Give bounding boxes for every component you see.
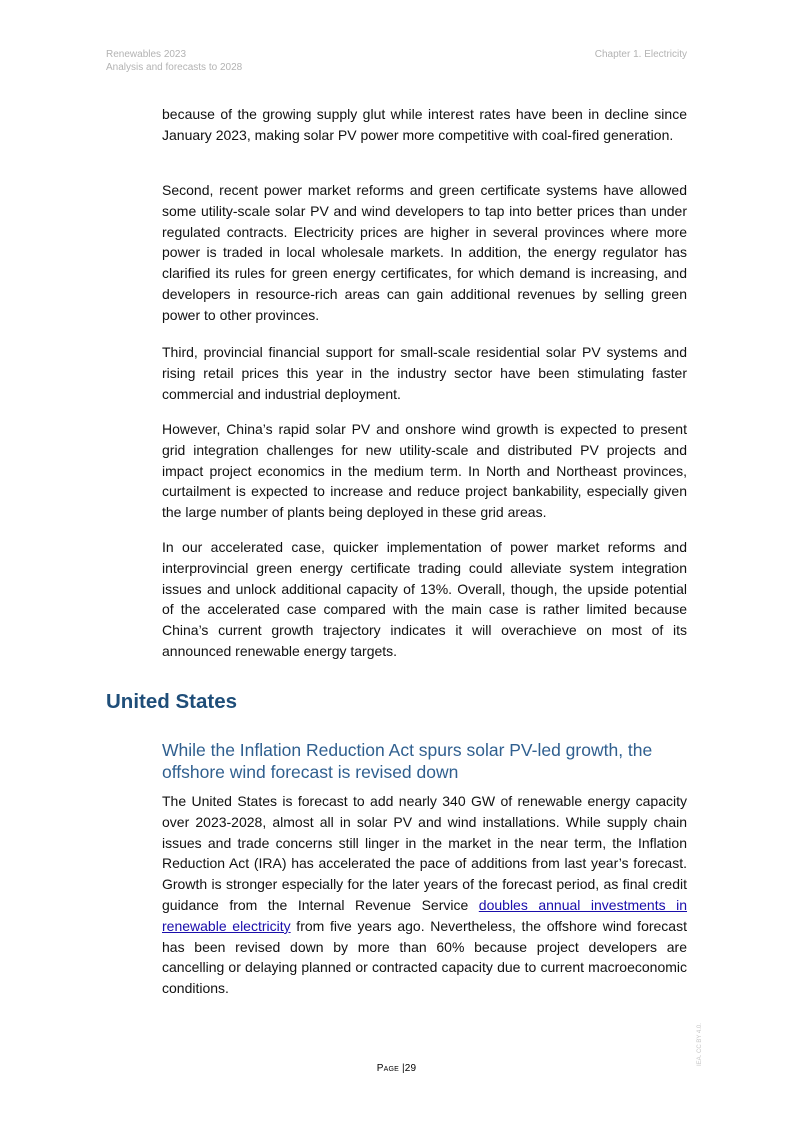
- section-title: United States: [106, 690, 237, 713]
- page-separator: |: [401, 1063, 405, 1074]
- paragraph-text-before-link: The United States is forecast to add nearly 340 GW of renewable energy capacity over 2023-2028, almost all in solar PV and wind installations. While supply chain issues and trade concerns still linger in the market in the near term, the Inflation Reduction Act (IRA) has accelerated the pace of additions from last year’s forecast. Growth is stronger especially for the later years of the forecast period, as final credit guidance from the Internal Revenue Service: [162, 793, 687, 913]
- paragraph: In our accelerated case, quicker implementation of power market reforms and interprovincial green energy certificate trading could alleviate system integration issues and unlock additional capacity of 13%. Overall, though, the upside potential of the accelerated case compared with the main case is rather limited because China’s current growth trajectory indicates it will overachieve on most of its announced renewable energy targets.: [162, 539, 687, 659]
- paragraph: Third, provincial financial support for small-scale residential solar PV systems and rising retail prices this year in the industry sector have been stimulating faster commercial and industrial deployment.: [162, 344, 687, 402]
- paragraph-text-after-link: from five years ago. Nevertheless, the offshore wind forecast has been revised down by more than 60% because project developers are cancelling or delaying planned or contracted capacity due to current macroeconomic conditions.: [162, 917, 687, 997]
- report-subtitle: Analysis and forecasts to 2028: [106, 62, 243, 73]
- irs-investments-link[interactable]: doubles annual investments in renewable electricity: [162, 896, 688, 934]
- paragraph: Second, recent power market reforms and green certificate systems have allowed some utility-scale solar PV and wind developers to tap into better prices than under regulated contracts. Electricity prices are higher in several provinces where more power is traded in local wholesale markets. In addition, the energy regulator has clarified its rules for green energy certificates, for which demand is increasing, and developers in resource-rich areas can gain additional revenues by selling green power to other provinces.: [162, 182, 687, 323]
- page-number: [0, 1063, 793, 1074]
- us-text-block: [162, 791, 687, 999]
- chapter-label: Chapter 1. Electricity: [594, 49, 687, 60]
- license-note: IEA. CC BY 4.0.: [697, 1023, 703, 1066]
- paragraph: However, China’s rapid solar PV and onshore wind growth is expected to present grid integration challenges for new utility-scale and distributed PV projects and impact project economics in the medium term. In North and Northeast provinces, curtailment is expected to increase and reduce project bankability, especially given the large number of plants being deployed in these grid areas.: [162, 421, 687, 521]
- report-title: Renewables 2023: [106, 49, 187, 60]
- section-subheading: While the Inflation Reduction Act spurs solar PV-led growth, the offshore wind forecast is revised down: [162, 740, 653, 782]
- paragraph: because of the growing supply glut while interest rates have been in decline since January 2023, making solar PV power more competitive with coal-fired generation.: [162, 106, 687, 143]
- paragraph: [162, 791, 687, 999]
- page-label: Page: [376, 1063, 399, 1074]
- report-header: [106, 48, 242, 74]
- page-number-value: 29: [404, 1063, 417, 1074]
